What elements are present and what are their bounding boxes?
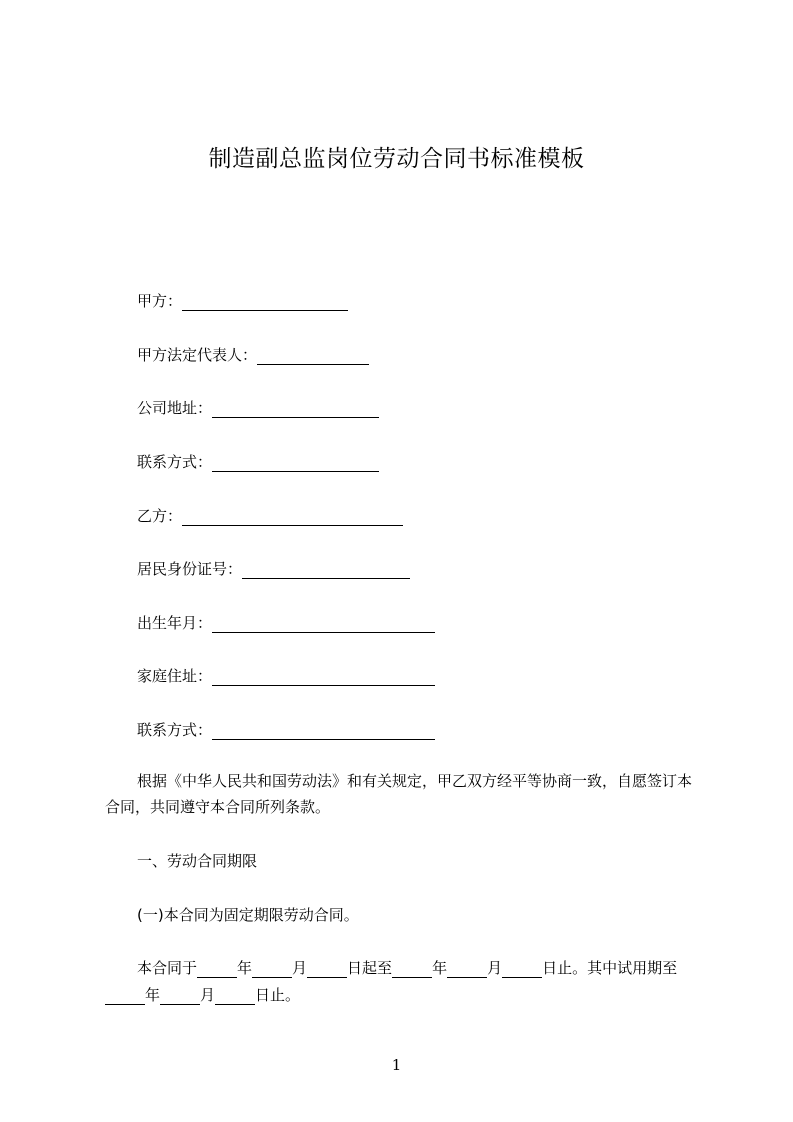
field-birth-date <box>137 613 435 633</box>
field-party-b <box>137 506 403 526</box>
field-contact-b <box>137 720 435 740</box>
end-day-blank <box>502 963 542 978</box>
page-number: 1 <box>391 1056 402 1074</box>
day-until-label: 日止。其中试用期至 <box>542 959 678 977</box>
field-company-address <box>137 398 379 418</box>
term-line-2 <box>105 985 300 1005</box>
start-year-blank <box>197 963 237 978</box>
id-number-blank <box>242 564 410 579</box>
start-month-blank <box>252 963 292 978</box>
home-address-blank <box>212 671 435 686</box>
field-label: 甲方： <box>137 292 183 310</box>
field-label: 乙方： <box>137 507 183 525</box>
end-month-blank <box>447 963 487 978</box>
field-home-address <box>137 666 435 686</box>
field-label: 甲方法定代表人： <box>137 346 258 364</box>
month-label: 月 <box>292 959 308 977</box>
field-party-a <box>137 291 348 311</box>
day-end-label: 日止。 <box>255 986 301 1004</box>
field-label: 联系方式： <box>137 721 213 739</box>
field-id-number <box>137 559 410 579</box>
probation-day-blank <box>215 990 255 1005</box>
field-legal-representative <box>137 345 369 365</box>
field-label: 家庭住址： <box>137 667 213 685</box>
field-label: 居民身份证号： <box>137 560 243 578</box>
field-contact-a <box>137 452 379 472</box>
company-address-blank <box>212 403 379 418</box>
year-label: 年 <box>145 986 161 1004</box>
month-label: 月 <box>200 986 216 1004</box>
field-label: 公司地址： <box>137 399 213 417</box>
day-from-label: 日起至 <box>347 959 393 977</box>
legal-representative-blank <box>257 350 369 365</box>
party-b-blank <box>182 511 403 526</box>
start-day-blank <box>307 963 347 978</box>
party-a-blank <box>182 296 348 311</box>
field-label: 联系方式： <box>137 453 213 471</box>
birth-date-blank <box>212 618 435 633</box>
term-line-1 <box>137 958 677 978</box>
document-title: 制造副总监岗位劳动合同书标准模板 <box>208 146 585 172</box>
field-label: 出生年月： <box>137 614 213 632</box>
section-heading: 一、劳动合同期限 <box>137 852 258 870</box>
term-prefix: 本合同于 <box>137 959 198 977</box>
year-label: 年 <box>237 959 253 977</box>
month-label: 月 <box>487 959 503 977</box>
contact-a-blank <box>212 457 379 472</box>
contact-b-blank <box>212 725 435 740</box>
preamble-paragraph <box>105 768 705 820</box>
preamble-text: 根据《中华人民共和国劳动法》和有关规定，甲乙双方经平等协商一致，自愿签订本合同，共同遵守本合同所列条款。 <box>105 772 693 816</box>
probation-year-blank <box>105 990 145 1005</box>
clause-fixed-term: (一)本合同为固定期限劳动合同。 <box>137 906 359 924</box>
probation-month-blank <box>160 990 200 1005</box>
end-year-blank <box>392 963 432 978</box>
year-label: 年 <box>432 959 448 977</box>
